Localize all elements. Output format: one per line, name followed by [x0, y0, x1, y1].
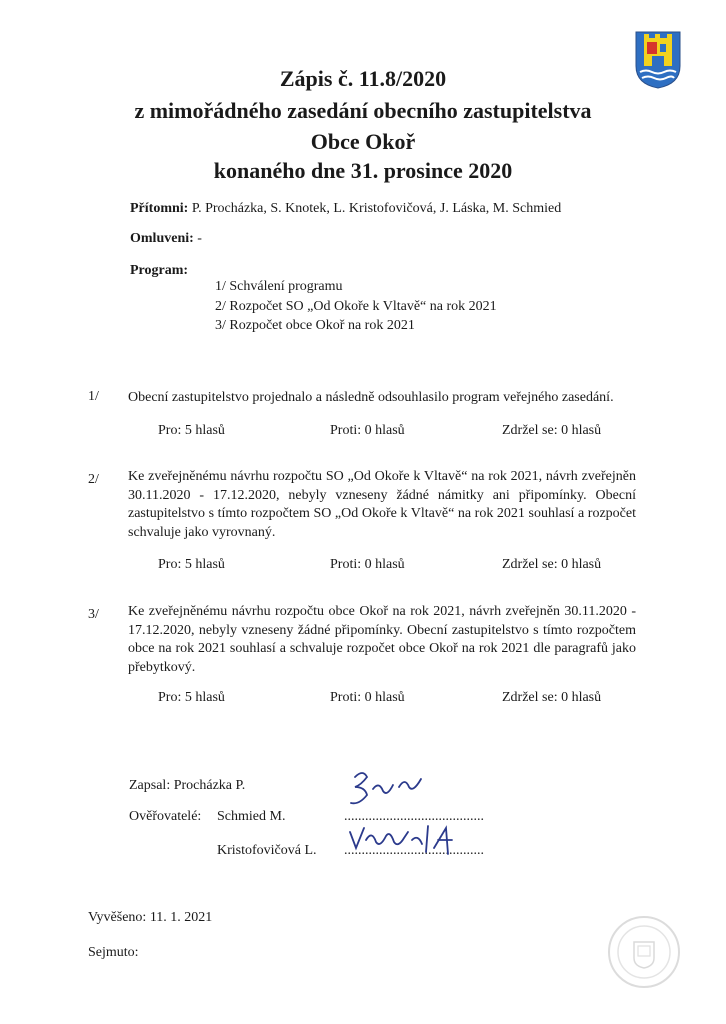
verifiers-label: Ověřovatelé: [129, 809, 202, 824]
resolution-text: Obecní zastupitelstvo projednalo a následně odsouhlasilo program veřejného zasedání. [128, 390, 614, 405]
removed-date: Sejmuto: [88, 945, 139, 960]
vote-pro: Pro: 5 hlasů [158, 423, 225, 438]
excused-value: - [197, 231, 202, 246]
resolution-number: 3/ [88, 607, 99, 622]
verifier-1-name: Schmied M. [217, 809, 286, 824]
present-row [130, 201, 561, 217]
program-label: Program: [130, 263, 189, 278]
doc-title-line-1: Zápis č. 11.8/2020 [279, 66, 447, 91]
excused-row [130, 231, 202, 247]
vote-zdrzel: Zdržel se: 0 hlasů [502, 690, 602, 705]
official-stamp [606, 914, 682, 990]
vote-pro: Pro: 5 hlasů [158, 690, 225, 705]
posted-date: Vyvěšeno: 11. 1. 2021 [88, 910, 213, 925]
resolution-text: Ke zveřejněnému návrhu rozpočtu obce Okoř na rok 2021, návrh zveřejněn 30.11.2020 - 17.12.2020, nebyly vzneseny žádné připomínky. Obecní zastupitelstvo s tímto rozpočtem obce na rok 2021 souhlasí a schvaluje rozpočet obce Okoř na rok 2021 dle paragrafů jako přebytkový. [128, 604, 636, 675]
present-value: P. Procházka, S. Knotek, L. Kristofovičová, J. Láska, M. Schmied [191, 201, 562, 216]
doc-title-line-2: z mimořádného zasedání obecního zastupitelstva [134, 98, 592, 123]
signature-line-1: ........................................ [344, 809, 484, 824]
vote-proti: Proti: 0 hlasů [330, 690, 405, 705]
vote-zdrzel: Zdržel se: 0 hlasů [502, 423, 602, 438]
resolution-text: Ke zveřejněnému návrhu rozpočtu SO „Od Okoře k Vltavě“ na rok 2021, návrh zveřejněn 30.11.2020 - 17.12.2020, nebyly vzneseny žádné námitky ani připomínky. Obecní zastupitelstvo s tímto rozpočtem SO „Od Okoře k Vltavě“ na rok 2021 souhlasí a rozpočet schvaluje jako vyrovnaný. [128, 469, 636, 540]
program-item: 1/ Schválení programu [215, 279, 343, 294]
doc-title-line-4: konaného dne 31. prosince 2020 [213, 158, 513, 183]
resolution-number: 1/ [88, 389, 99, 404]
vote-proti: Proti: 0 hlasů [330, 557, 405, 572]
vote-pro: Pro: 5 hlasů [158, 557, 225, 572]
program-item: 2/ Rozpočet SO „Od Okoře k Vltavě“ na rok 2021 [215, 299, 497, 314]
present-label: Přítomni: [130, 201, 189, 216]
doc-title-line-3: Obce Okoř [310, 129, 416, 154]
program-item: 3/ Rozpočet obce Okoř na rok 2021 [215, 318, 415, 333]
signature-kristofovicova [342, 818, 472, 864]
signature-line-2: ........................................ [344, 843, 484, 858]
excused-label: Omluveni: [130, 231, 194, 246]
recorded-by: Zapsal: Procházka P. [129, 778, 246, 793]
signature-schmied [345, 765, 435, 815]
resolution-number: 2/ [88, 472, 99, 487]
vote-zdrzel: Zdržel se: 0 hlasů [502, 557, 602, 572]
verifier-2-name: Kristofovičová L. [217, 843, 317, 858]
vote-proti: Proti: 0 hlasů [330, 423, 405, 438]
